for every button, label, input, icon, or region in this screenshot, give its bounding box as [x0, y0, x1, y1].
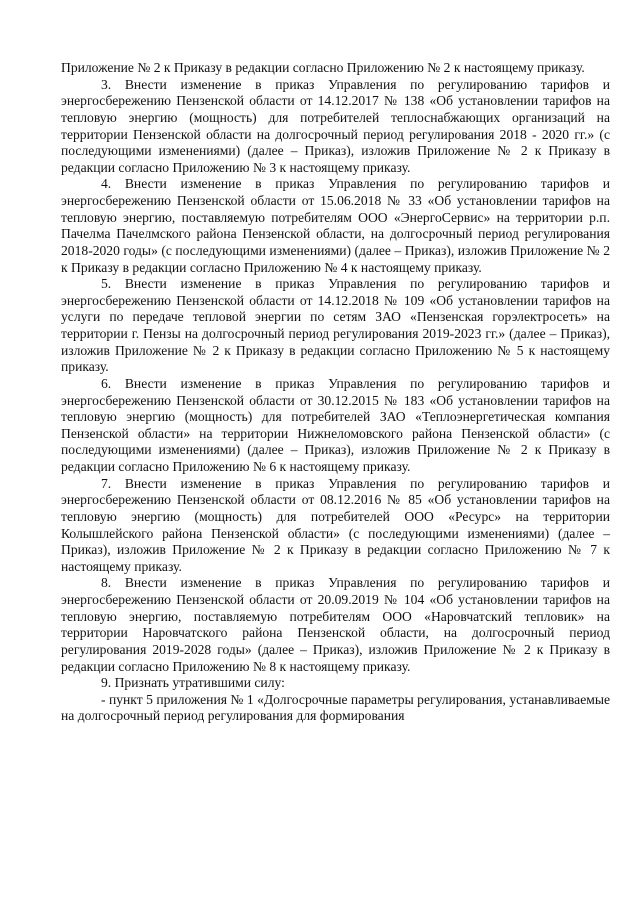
paragraph-item-7: 7. Внести изменение в приказ Управления по регулированию тарифов и энергосбережению Пензенской области от 08.12.2016 № 85 «Об установлении тарифов на тепловую энергию (мощность) для потребителей ООО «Ресурс» на территории Колышлейского района Пензенской области» (с последующими изменениями) (далее – Приказ), изложив Приложение № 2 к Приказу в редакции согласно Приложению № 7 к настоящему приказу. — [61, 475, 610, 574]
paragraph-item-6: 6. Внести изменение в приказ Управления по регулированию тарифов и энергосбережению Пензенской области от 30.12.2015 № 183 «Об установлении тарифов на тепловую энергию (мощность) для потребителей ЗАО «Теплоэнергетическая компания Пензенской области» на территории Нижнеломовского района Пензенской области» (с последующими изменениями) (далее – Приказ), изложив Приложение № 2 к Приказу в редакции согласно Приложению № 6 к настоящему приказу. — [61, 375, 610, 474]
paragraph-item-8: 8. Внести изменение в приказ Управления по регулированию тарифов и энергосбережению Пензенской области от 20.09.2019 № 104 «Об установлении тарифов на тепловую энергию, поставляемую потребителям ООО «Наровчатский тепловик» на территории Наровчатского района Пензенской области, на долгосрочный период регулирования 2019-2028 годы» (далее – Приказ), изложив Приложение № 2 к Приказу в редакции согласно Приложению № 8 к настоящему приказу. — [61, 575, 610, 674]
paragraph-item-5: 5. Внести изменение в приказ Управления по регулированию тарифов и энергосбережению Пензенской области от 14.12.2018 № 109 «Об установлении тарифов на услуги по передаче тепловой энергии по сетям ЗАО «Пензенская горэлектросеть» на территории г. Пензы на долгосрочный период регулирования 2019-2023 гг.» (далее – Приказ), изложив Приложение № 2 к Приказу в редакции согласно Приложению № 5 к настоящему приказу. — [61, 276, 610, 375]
paragraph-bullet-1: - пункт 5 приложения № 1 «Долгосрочные параметры регулирования, устанавливаемые на долгосрочный период регулирования для формирования — [61, 691, 610, 724]
paragraph-item-4: 4. Внести изменение в приказ Управления по регулированию тарифов и энергосбережению Пензенской области от 15.06.2018 № 33 «Об установлении тарифов на тепловую энергию, поставляемую потребителям ООО «ЭнергоСервис» на территории р.п. Пачелма Пачелмского района Пензенской области, на долгосрочный период регулирования 2018-2020 годы» (с последующими изменениями) (далее – Приказ), изложив Приложение № 2 к Приказу в редакции согласно Приложению № 4 к настоящему приказу. — [61, 176, 610, 275]
paragraph-continuation: Приложение № 2 к Приказу в редакции согласно Приложению № 2 к настоящему приказу. — [61, 60, 585, 75]
paragraph-item-3: 3. Внести изменение в приказ Управления по регулированию тарифов и энергосбережению Пензенской области от 14.12.2017 № 138 «Об установлении тарифов на тепловую энергию (мощность) для потребителей теплоснабжающих организаций на территории Пензенской области на долгосрочный период регулирования 2018 - 2020 гг.» (с последующими изменениями) (далее – Приказ), изложив Приложение № 2 к Приказу в редакции согласно Приложению № 3 к настоящему приказу. — [61, 76, 610, 175]
paragraph-item-9: 9. Признать утратившими силу: — [101, 675, 285, 691]
document-page — [61, 60, 610, 725]
